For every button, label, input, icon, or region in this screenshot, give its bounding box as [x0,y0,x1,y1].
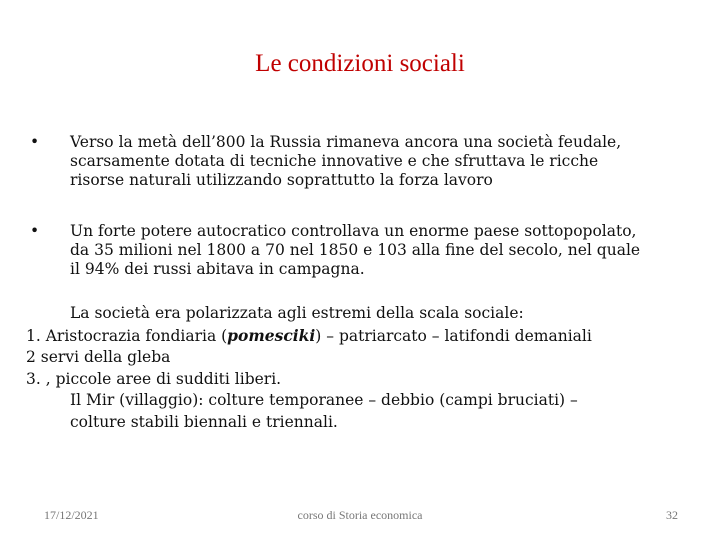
paragraph-line: 2 servi della gleba [26,348,171,366]
bullet-line: Un forte potere autocratico controllava un enorme paese sottopopolato, [70,222,637,240]
bullet-line: il 94% dei russi abitava in campagna. [70,260,365,278]
text-segment: ) – patriarcato – latifondi demaniali [315,326,592,345]
text-segment: 1. Aristocrazia fondiaria ( [26,326,228,345]
paragraph-line: 3. , piccole aree di sudditi liberi. [26,369,282,388]
slide-title: Le condizioni sociali [255,50,465,77]
footer-course: corso di Storia economica [297,508,423,522]
emphasized-term: pomesciki [227,325,316,345]
paragraph-line [26,325,696,348]
social-structure-paragraph [26,303,696,433]
paragraph-line: La società era polarizzata agli estremi della scala sociale: [70,304,524,322]
bullet-line: Verso la metà dell’800 la Russia rimaneva ancora una società feudale, [70,133,622,151]
bullet-line: da 35 milioni nel 1800 a 70 nel 1850 e 103 alla fine del secolo, nel quale [70,241,641,259]
bullet-line: scarsamente dotata di tecniche innovative e che sfruttava le ricche [70,152,599,170]
footer-page-number: 32 [666,508,678,522]
bullet-marker: • [30,222,40,240]
bullet-text [70,222,690,279]
bullet-marker: • [30,133,40,151]
bullet-text [70,133,690,190]
bullet-line: risorse naturali utilizzando soprattutto la forza lavoro [70,171,493,189]
paragraph-line: Il Mir (villaggio): colture temporanee – debbio (campi bruciati) – [70,391,578,409]
paragraph-line: colture stabili biennali e triennali. [70,412,338,431]
footer-date: 17/12/2021 [44,508,99,522]
